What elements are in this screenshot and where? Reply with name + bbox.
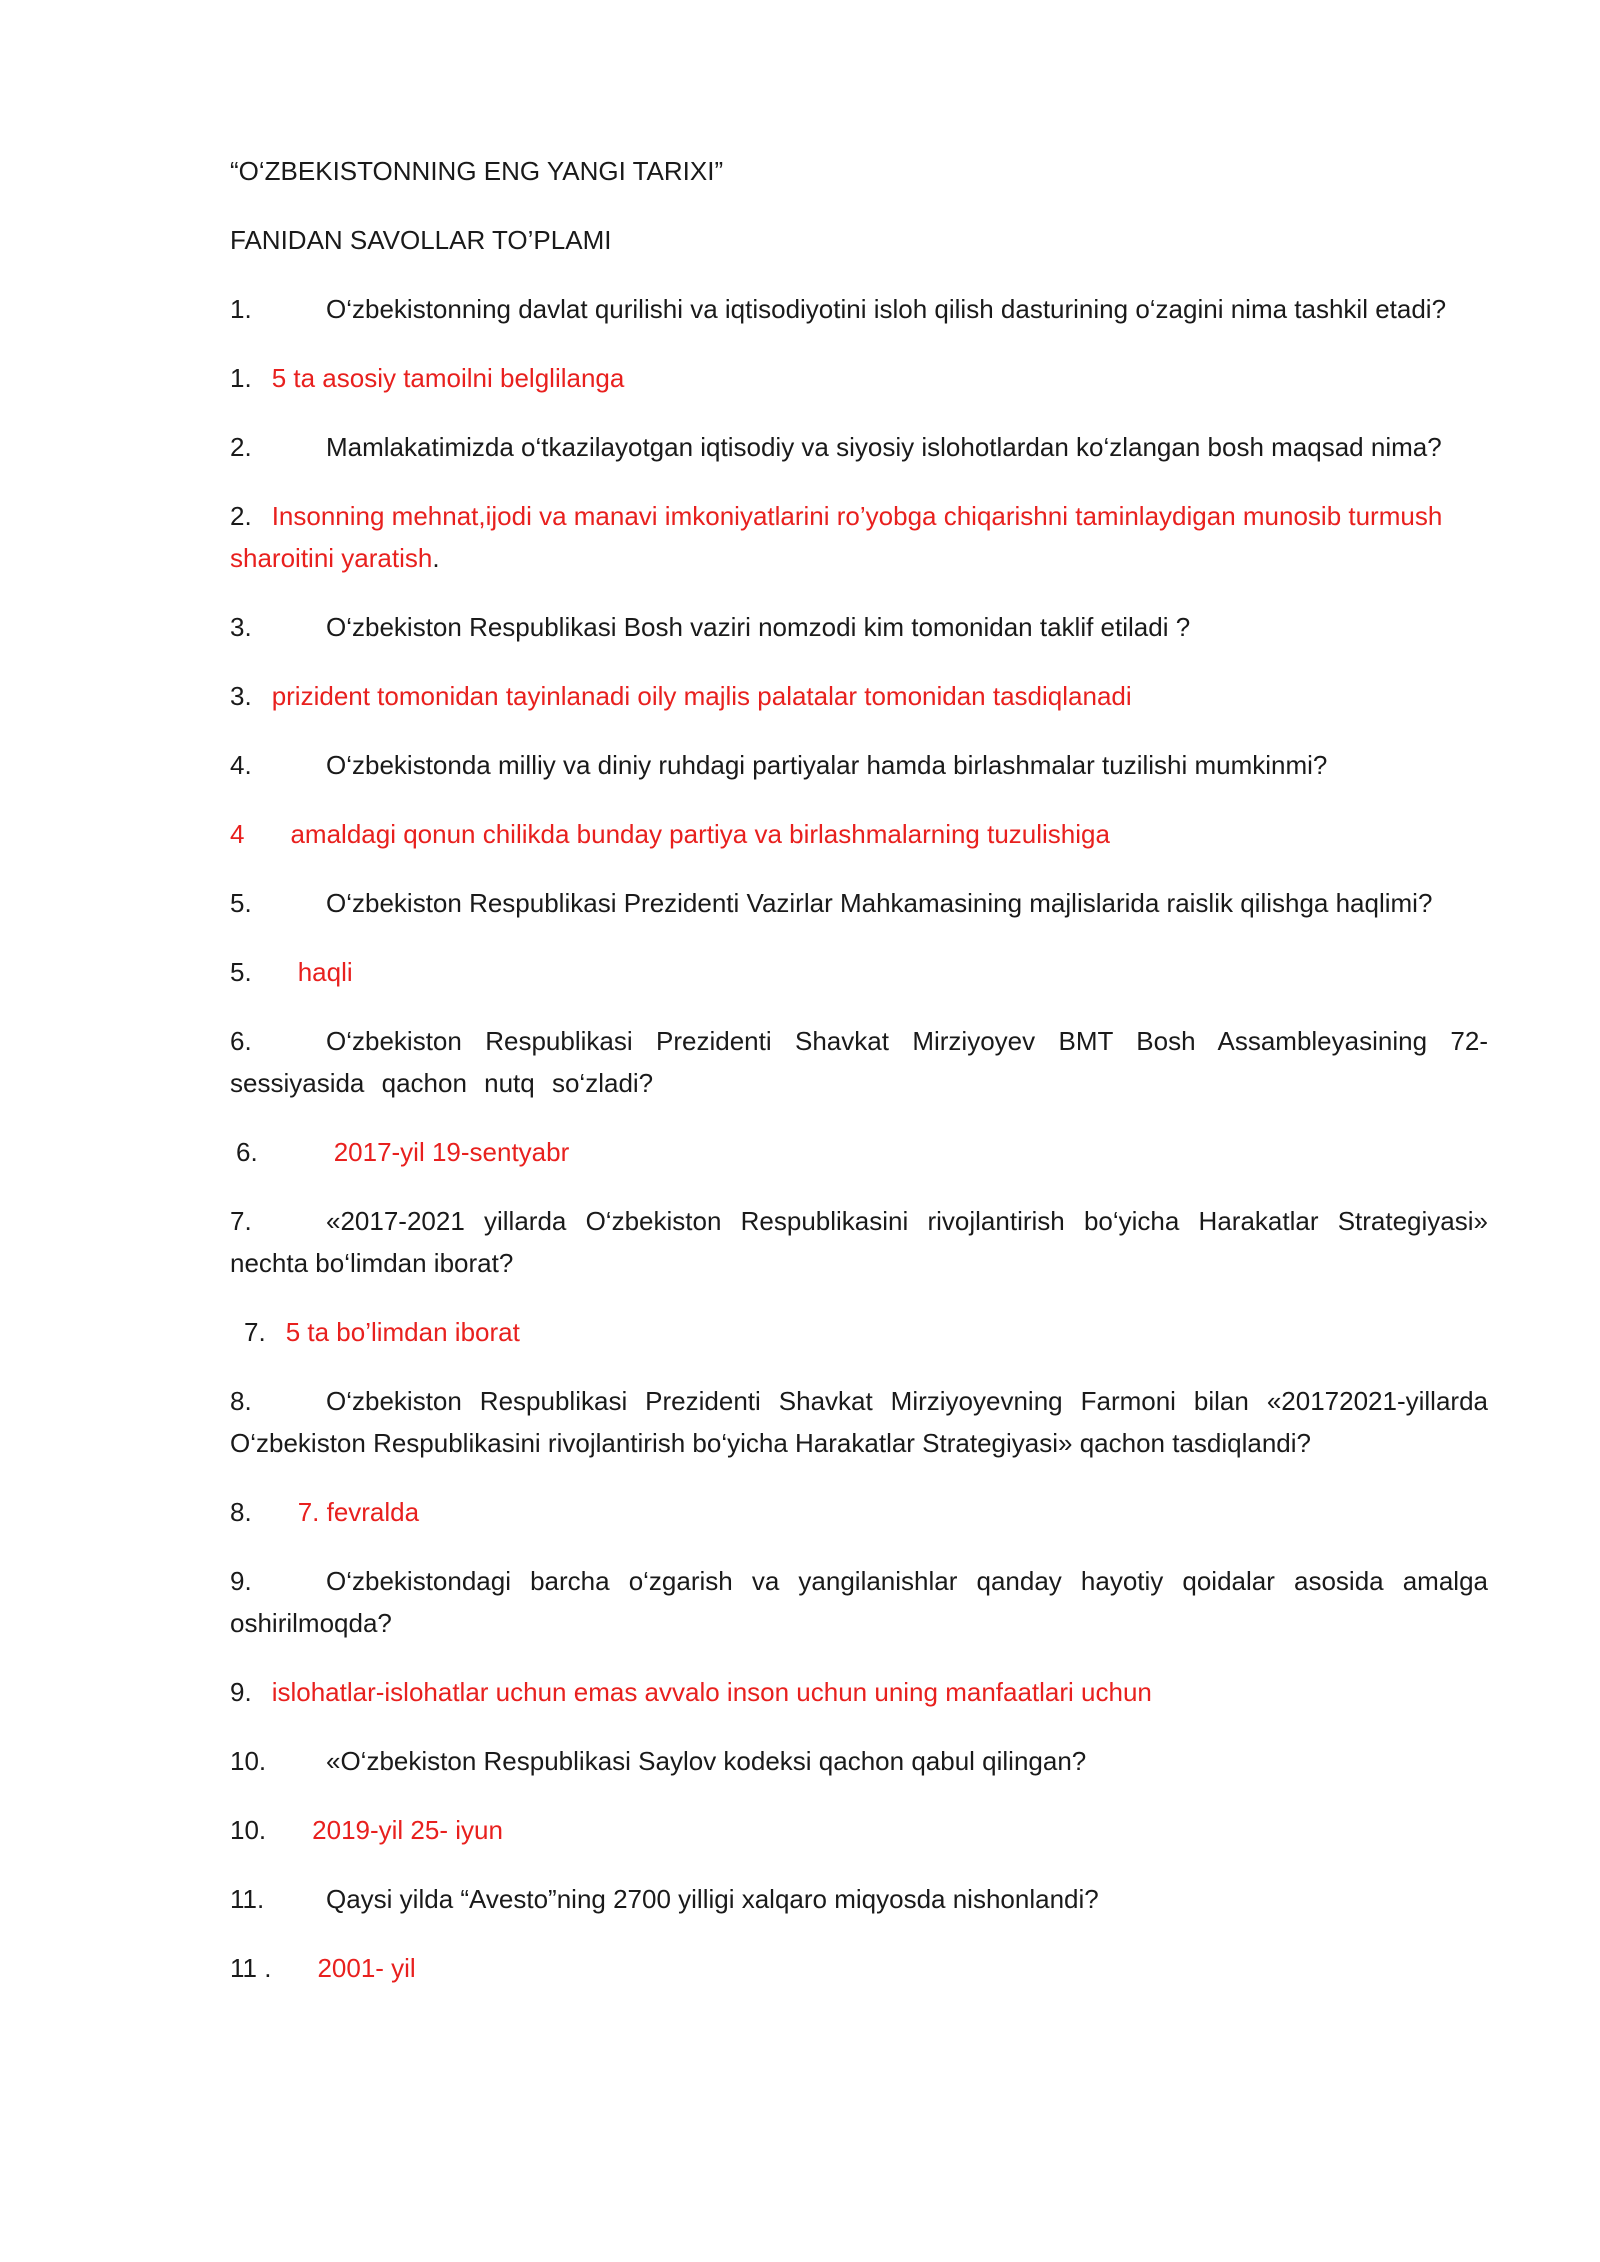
answer-number: 9. [230, 1677, 252, 1707]
question-text: Qaysi yilda “Avesto”ning 2700 yilligi xalqaro miqyosda nishonlandi? [326, 1884, 1099, 1914]
question-10 [230, 1740, 1488, 1782]
question-text: O‘zbekistonning davlat qurilishi va iqtisodiyotini isloh qilish dasturining o‘zagini nima tashkil etadi? [326, 294, 1447, 324]
answer-text: prizident tomonidan tayinlanadi oily majlis palatalar tomonidan tasdiqlanadi [271, 681, 1132, 711]
question-3 [230, 606, 1488, 648]
question-text: O‘zbekistondagi barcha o‘zgarish va yangilanishlar qanday hayotiy qoidalar asosida amalga oshirilmoqda? [230, 1566, 1488, 1638]
answer-number: 5. [230, 957, 252, 987]
answer-number: 8. [230, 1497, 252, 1527]
answer-2 [230, 495, 1488, 579]
answer-3 [230, 675, 1488, 717]
title-line-2: FANIDAN SAVOLLAR TO’PLAMI [230, 225, 612, 255]
question-number: 11. [230, 1884, 265, 1914]
answer-number: 1. [230, 363, 252, 393]
question-text: O‘zbekiston Respublikasi Prezidenti Shavkat Mirziyoyev BMT Bosh Assambleyasining 72-sessiyasida qachon nutq so‘zladi? [230, 1026, 1488, 1098]
answer-number: 4 [230, 819, 245, 849]
answer-number: 11 . [230, 1953, 272, 1983]
question-text: O‘zbekistonda milliy va diniy ruhdagi partiyalar hamda birlashmalar tuzilishi mumkinmi? [326, 750, 1328, 780]
answer-text: amaldagi qonun chilikda bunday partiya va birlashmalarning tuzulishiga [290, 819, 1110, 849]
answer-4 [230, 813, 1488, 855]
question-6 [230, 1020, 1488, 1104]
question-8 [230, 1380, 1488, 1464]
question-text: «2017-2021 yillarda O‘zbekiston Respublikasini rivojlantirish bo‘yicha Harakatlar Strategiyasi» nechta bo‘limdan iborat? [230, 1206, 1488, 1278]
answer-text: 7. fevralda [297, 1497, 420, 1527]
question-11 [230, 1878, 1488, 1920]
question-7 [230, 1200, 1488, 1284]
document-title [230, 150, 1488, 192]
question-9 [230, 1560, 1488, 1644]
answer-6 [230, 1131, 1488, 1173]
question-number: 1. [230, 294, 252, 324]
question-1 [230, 288, 1488, 330]
title-line-1: “O‘ZBEKISTONNING ENG YANGI TARIXI” [230, 156, 724, 186]
question-number: 3. [230, 612, 252, 642]
answer-11 [230, 1947, 1488, 1989]
answer-8 [230, 1491, 1488, 1533]
answer-10 [230, 1809, 1488, 1851]
question-number: 5. [230, 888, 252, 918]
answer-tail: . [432, 543, 440, 573]
answer-text: 2019-yil 25- iyun [312, 1815, 503, 1845]
document-subtitle [230, 219, 1488, 261]
question-2 [230, 426, 1488, 468]
answer-number: 2. [230, 501, 252, 531]
question-4 [230, 744, 1488, 786]
answer-1 [230, 357, 1488, 399]
answer-text: 5 ta asosiy tamoilni belglilanga [271, 363, 625, 393]
answer-5 [230, 951, 1488, 993]
answer-7 [230, 1311, 1488, 1353]
answer-number: 3. [230, 681, 252, 711]
question-number: 7. [230, 1206, 252, 1236]
question-number: 4. [230, 750, 252, 780]
document-page [230, 150, 1488, 2016]
question-5 [230, 882, 1488, 924]
question-text: «O‘zbekiston Respublikasi Saylov kodeksi qachon qabul qilingan? [326, 1746, 1087, 1776]
question-text: O‘zbekiston Respublikasi Bosh vaziri nomzodi kim tomonidan taklif etiladi ? [326, 612, 1191, 642]
question-text: Mamlakatimizda o‘tkazilayotgan iqtisodiy va siyosiy islohotlardan ko‘zlangan bosh maqsad nima? [326, 432, 1442, 462]
answer-text: islohatlar-islohatlar uchun emas avvalo inson uchun uning manfaatlari uchun [271, 1677, 1152, 1707]
question-text: O‘zbekiston Respublikasi Prezidenti Shavkat Mirziyoyevning Farmoni bilan «20172021-yillarda O‘zbekiston Respublikasini rivojlantirish bo‘yicha Harakatlar Strategiyasi» qachon tasdiqlandi? [230, 1386, 1488, 1458]
answer-text: 5 ta bo’limdan iborat [285, 1317, 520, 1347]
question-number: 6. [230, 1026, 252, 1056]
answer-number: 6. [236, 1137, 258, 1167]
question-number: 9. [230, 1566, 252, 1596]
answer-text: 2017-yil 19-sentyabr [333, 1137, 570, 1167]
question-number: 10. [230, 1746, 267, 1776]
answer-number: 10. [230, 1815, 267, 1845]
question-text: O‘zbekiston Respublikasi Prezidenti Vazirlar Mahkamasining majlislarida raislik qilishga haqlimi? [326, 888, 1433, 918]
answer-text: 2001- yil [317, 1953, 416, 1983]
answer-text: haqli [297, 957, 353, 987]
answer-number: 7. [244, 1317, 266, 1347]
question-number: 8. [230, 1386, 252, 1416]
answer-9 [230, 1671, 1488, 1713]
question-number: 2. [230, 432, 252, 462]
answer-text: Insonning mehnat,ijodi va manavi imkoniyatlarini ro’yobga chiqarishni taminlaydigan munosib turmush sharoitini yaratish [230, 501, 1443, 573]
